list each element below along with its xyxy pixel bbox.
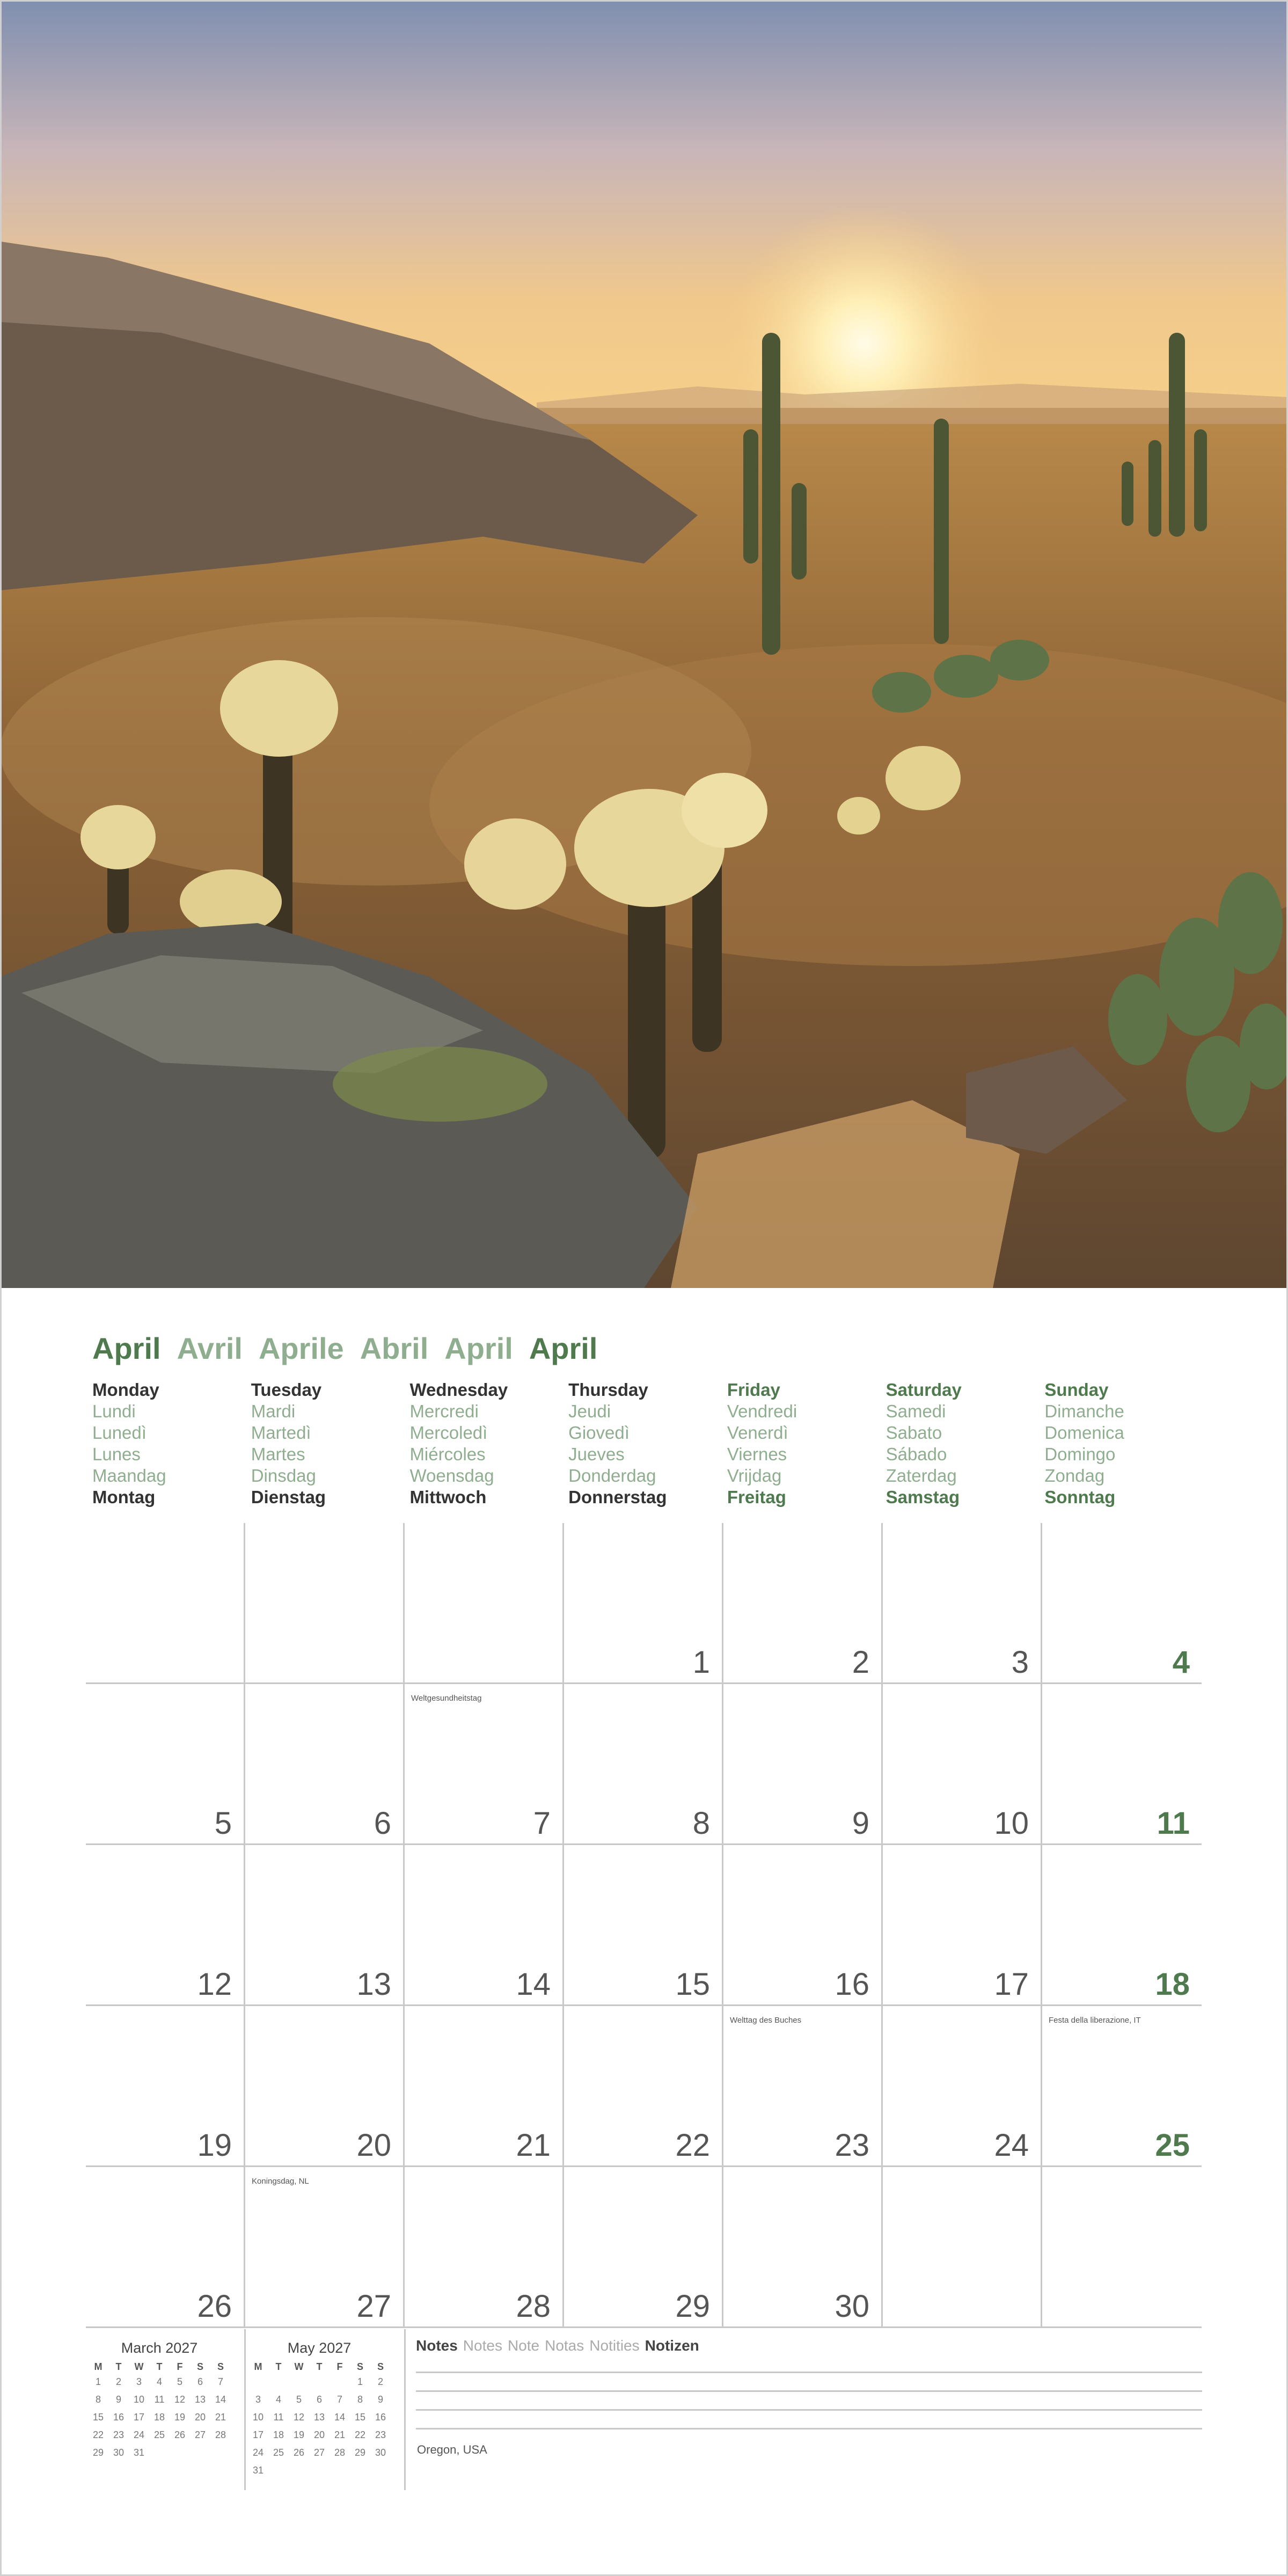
mini-calendar-weekday: S <box>377 2361 384 2372</box>
mini-calendar-day: 22 <box>92 2429 104 2440</box>
mini-calendar-day: 5 <box>177 2376 182 2387</box>
mini-calendar-day: 26 <box>293 2447 305 2458</box>
mini-calendar-day: 28 <box>215 2429 226 2440</box>
notes-line <box>416 2390 1202 2392</box>
notes-divider <box>404 2329 406 2490</box>
day-number: 30 <box>835 2289 869 2324</box>
holiday-label: Festa della liberazione, IT <box>1049 2016 1141 2025</box>
mini-calendar-day: 25 <box>153 2429 165 2440</box>
day-cell <box>883 1684 1042 1845</box>
weekday-column <box>92 1379 251 1508</box>
day-cell <box>86 2006 245 2167</box>
mini-calendar-day: 27 <box>194 2429 206 2440</box>
notes-area <box>416 2337 1202 2429</box>
mini-calendar-day <box>309 2373 330 2391</box>
weekday-name-es: Martes <box>251 1444 305 1464</box>
weekday-name-en: Sunday <box>1044 1380 1109 1400</box>
day-cell <box>1042 1684 1202 1845</box>
day-cell <box>883 2167 1042 2328</box>
mini-calendar-day: 9 <box>377 2394 383 2405</box>
day-number: 23 <box>835 2128 869 2163</box>
mini-calendar-day: 16 <box>113 2412 125 2423</box>
weekday-column <box>886 1379 1045 1508</box>
mini-calendar-day: 16 <box>375 2412 386 2423</box>
day-cell <box>883 1845 1042 2006</box>
mini-calendar-day: 3 <box>136 2376 142 2387</box>
notes-label-nl: Notities <box>589 2337 640 2354</box>
day-number: 26 <box>197 2289 232 2324</box>
day-number: 25 <box>1155 2128 1190 2163</box>
mini-calendar-day <box>190 2444 210 2462</box>
month-name-es: Abril <box>360 1331 429 1365</box>
notes-label-en: Notes <box>416 2337 458 2354</box>
mini-calendar-day: 4 <box>156 2376 162 2387</box>
day-number: 16 <box>835 1967 869 2002</box>
mini-calendar-day: 18 <box>153 2412 165 2423</box>
mini-calendar-day: 21 <box>334 2429 346 2440</box>
day-number: 20 <box>356 2128 391 2163</box>
mini-calendar-day: 23 <box>375 2429 386 2440</box>
mini-calendar-title: May 2027 <box>287 2340 352 2356</box>
weekday-name-es: Miércoles <box>409 1444 486 1464</box>
day-cell <box>245 1845 405 2006</box>
day-number: 21 <box>516 2128 551 2163</box>
mini-calendar-day: 21 <box>215 2412 226 2423</box>
mini-calendar-day: 27 <box>313 2447 325 2458</box>
day-cell <box>245 1684 405 1845</box>
day-cell <box>86 1684 245 1845</box>
mini-calendar-day: 15 <box>354 2412 366 2423</box>
mini-calendar-weekday: T <box>156 2361 163 2372</box>
mini-calendar-day <box>170 2444 190 2462</box>
weekday-name-de: Mittwoch <box>409 1487 487 1507</box>
weekday-name-it: Giovedì <box>568 1423 630 1443</box>
mini-calendar-table <box>248 2361 391 2479</box>
mini-calendar-day: 2 <box>115 2376 121 2387</box>
weekday-column <box>251 1379 410 1508</box>
weekday-name-nl: Woensdag <box>409 1466 494 1485</box>
weekday-name-de: Freitag <box>727 1487 786 1507</box>
weekday-name-it: Domenica <box>1044 1423 1124 1443</box>
day-cell <box>1042 1523 1202 1684</box>
day-number: 24 <box>994 2128 1029 2163</box>
day-cell <box>723 1523 883 1684</box>
mini-calendar-table <box>88 2361 231 2462</box>
mini-calendar-day <box>149 2444 170 2462</box>
day-number: 28 <box>516 2289 551 2324</box>
day-cell <box>1042 2006 1202 2167</box>
weekday-header <box>92 1379 1203 1508</box>
day-number: 15 <box>675 1967 710 2002</box>
calendar-grid <box>86 1523 1203 2328</box>
mini-calendar-day: 23 <box>113 2429 125 2440</box>
mini-calendar-weekday: T <box>275 2361 282 2372</box>
mini-calendar-day: 13 <box>194 2394 206 2405</box>
mini-calendar-day: 20 <box>313 2429 325 2440</box>
notes-label-de: Notizen <box>645 2337 699 2354</box>
mini-calendar-day: 1 <box>357 2376 363 2387</box>
photo-location: Oregon, USA <box>417 2443 487 2456</box>
notes-line <box>416 2409 1202 2411</box>
holiday-label: Weltgesundheitstag <box>411 1694 482 1703</box>
mini-calendar-day: 30 <box>113 2447 125 2458</box>
weekday-name-nl: Vrijdag <box>727 1466 782 1485</box>
mini-calendar-day: 24 <box>252 2447 264 2458</box>
mini-calendar-day: 1 <box>95 2376 101 2387</box>
day-number: 8 <box>692 1806 710 1841</box>
weekday-name-fr: Dimanche <box>1044 1401 1124 1421</box>
weekday-name-it: Lunedì <box>92 1423 147 1443</box>
weekday-column <box>568 1379 727 1508</box>
mini-calendar-day: 14 <box>334 2412 346 2423</box>
mini-calendar-weekday: S <box>217 2361 224 2372</box>
mini-calendar-day: 14 <box>215 2394 226 2405</box>
weekday-name-es: Domingo <box>1044 1444 1116 1464</box>
mini-calendar-divider <box>244 2329 246 2490</box>
mini-calendar-day: 28 <box>334 2447 346 2458</box>
holiday-label: Koningsdag, NL <box>252 2177 309 2186</box>
day-cell <box>245 1523 405 1684</box>
weekday-name-fr: Jeudi <box>568 1401 611 1421</box>
mini-calendar-day: 18 <box>273 2429 284 2440</box>
weekday-name-nl: Donderdag <box>568 1466 656 1485</box>
day-cell <box>86 1845 245 2006</box>
day-number: 10 <box>994 1806 1029 1841</box>
weekday-name-fr: Mardi <box>251 1401 296 1421</box>
month-title-row <box>92 1331 597 1374</box>
weekday-name-en: Wednesday <box>409 1380 508 1400</box>
notes-label-fr: Notes <box>463 2337 502 2354</box>
weekday-name-es: Viernes <box>727 1444 787 1464</box>
mini-calendar-weekday: F <box>336 2361 343 2372</box>
mini-calendar-day: 29 <box>92 2447 104 2458</box>
mini-calendar-day <box>268 2462 289 2479</box>
mini-calendar-next <box>248 2340 391 2479</box>
weekday-name-fr: Mercredi <box>409 1401 479 1421</box>
mini-calendar-day: 19 <box>174 2412 186 2423</box>
mini-calendar-weekday: M <box>254 2361 262 2372</box>
mini-calendar-day <box>350 2462 370 2479</box>
mini-calendar-day <box>289 2373 309 2391</box>
month-name-en: April <box>92 1331 161 1365</box>
day-cell <box>723 2167 883 2328</box>
mini-calendar-weekday: F <box>177 2361 183 2372</box>
mini-calendar-weekday: T <box>316 2361 323 2372</box>
holiday-label: Welttag des Buches <box>730 2016 802 2025</box>
notes-label-es: Notas <box>545 2337 584 2354</box>
weekday-column <box>1044 1379 1203 1508</box>
day-cell <box>564 1845 723 2006</box>
weekday-name-it: Mercoledì <box>409 1423 488 1443</box>
mini-calendar-day: 10 <box>133 2394 145 2405</box>
weekday-column <box>409 1379 568 1508</box>
mini-calendar-title: March 2027 <box>121 2340 198 2356</box>
mini-calendar-day: 20 <box>194 2412 206 2423</box>
mini-calendar-day <box>248 2373 268 2391</box>
weekday-name-nl: Maandag <box>92 1466 166 1485</box>
mini-calendar-day: 12 <box>293 2412 305 2423</box>
day-cell <box>1042 1845 1202 2006</box>
mini-calendar-day: 31 <box>252 2465 264 2476</box>
day-cell <box>245 2167 405 2328</box>
day-cell <box>405 2167 564 2328</box>
mini-calendar-weekday: W <box>134 2361 144 2372</box>
notes-label-it: Note <box>507 2337 540 2354</box>
mini-calendar-day <box>330 2373 350 2391</box>
day-number: 22 <box>675 2128 710 2163</box>
mini-calendar-day <box>309 2462 330 2479</box>
mini-calendar-day: 13 <box>313 2412 325 2423</box>
day-number: 27 <box>356 2289 391 2324</box>
day-cell <box>245 2006 405 2167</box>
day-cell <box>405 1684 564 1845</box>
day-cell <box>405 1845 564 2006</box>
day-number: 1 <box>692 1645 710 1680</box>
mini-calendar-day: 6 <box>197 2376 203 2387</box>
day-cell <box>564 2167 723 2328</box>
day-cell <box>723 2006 883 2167</box>
mini-calendar-day: 2 <box>377 2376 383 2387</box>
day-cell <box>564 1684 723 1845</box>
day-cell <box>564 2006 723 2167</box>
mini-calendar-day: 26 <box>174 2429 186 2440</box>
mini-calendar-day: 7 <box>217 2376 223 2387</box>
mini-calendar-day: 24 <box>133 2429 145 2440</box>
mini-calendar-day: 25 <box>273 2447 284 2458</box>
mini-calendar-weekday: W <box>294 2361 304 2372</box>
mini-calendar-day: 29 <box>354 2447 366 2458</box>
weekday-name-it: Venerdì <box>727 1423 788 1443</box>
weekday-name-es: Lunes <box>92 1444 141 1464</box>
mini-calendar-day <box>289 2462 309 2479</box>
weekday-name-nl: Zaterdag <box>885 1466 957 1485</box>
weekday-name-de: Dienstag <box>251 1487 326 1507</box>
mini-calendar-day: 17 <box>133 2412 145 2423</box>
day-number: 17 <box>994 1967 1029 2002</box>
notes-line <box>416 2428 1202 2429</box>
notes-line <box>416 2372 1202 2373</box>
weekday-name-es: Sábado <box>885 1444 947 1464</box>
mini-calendar-day: 11 <box>154 2394 165 2405</box>
mini-calendar-day: 5 <box>296 2394 302 2405</box>
mini-calendar-day: 9 <box>115 2394 121 2405</box>
day-number: 9 <box>852 1806 869 1841</box>
weekday-name-fr: Vendredi <box>727 1401 797 1421</box>
mini-calendar-day: 3 <box>255 2394 261 2405</box>
day-number: 18 <box>1155 1967 1190 2002</box>
day-number: 13 <box>356 1967 391 2002</box>
weekday-column <box>727 1379 886 1508</box>
weekday-name-en: Tuesday <box>251 1380 322 1400</box>
day-number: 6 <box>374 1806 391 1841</box>
mini-calendar-day: 4 <box>275 2394 281 2405</box>
day-number: 4 <box>1172 1645 1190 1680</box>
day-number: 29 <box>675 2289 710 2324</box>
notes-labels <box>416 2337 1202 2354</box>
weekday-name-nl: Dinsdag <box>251 1466 316 1485</box>
weekday-name-de: Donnerstag <box>568 1487 667 1507</box>
weekday-name-en: Monday <box>92 1380 159 1400</box>
weekday-name-it: Sabato <box>885 1423 942 1443</box>
day-number: 3 <box>1011 1645 1029 1680</box>
mini-calendar-day: 6 <box>316 2394 322 2405</box>
day-number: 5 <box>214 1806 232 1841</box>
mini-calendar-day <box>370 2462 391 2479</box>
month-name-it: Aprile <box>258 1331 344 1365</box>
weekday-name-en: Friday <box>727 1380 780 1400</box>
mini-calendar-day <box>330 2462 350 2479</box>
day-cell <box>883 1523 1042 1684</box>
month-name-de: April <box>529 1331 598 1365</box>
day-number: 19 <box>197 2128 232 2163</box>
weekday-name-en: Saturday <box>885 1380 962 1400</box>
mini-calendar-day: 8 <box>95 2394 101 2405</box>
day-cell <box>564 1523 723 1684</box>
mini-calendar-previous <box>88 2340 231 2462</box>
day-cell <box>723 1845 883 2006</box>
weekday-name-en: Thursday <box>568 1380 648 1400</box>
day-cell <box>723 1684 883 1845</box>
day-number: 2 <box>852 1645 869 1680</box>
mini-calendar-day: 19 <box>293 2429 305 2440</box>
mini-calendar-weekday: T <box>115 2361 122 2372</box>
day-number: 11 <box>1157 1806 1190 1841</box>
weekday-name-fr: Lundi <box>92 1401 136 1421</box>
day-cell <box>1042 2167 1202 2328</box>
weekday-name-nl: Zondag <box>1044 1466 1105 1485</box>
mini-calendar-day: 11 <box>273 2412 284 2423</box>
day-cell <box>405 1523 564 1684</box>
mini-calendar-day: 31 <box>133 2447 145 2458</box>
mini-calendar-day: 10 <box>252 2412 264 2423</box>
mini-calendar-day: 15 <box>92 2412 104 2423</box>
mini-calendar-day: 8 <box>357 2394 363 2405</box>
day-cell <box>883 2006 1042 2167</box>
mini-calendar-day: 22 <box>354 2429 366 2440</box>
mini-calendar-weekday: M <box>94 2361 103 2372</box>
weekday-name-de: Samstag <box>885 1487 960 1507</box>
weekday-name-de: Sonntag <box>1044 1487 1116 1507</box>
mini-calendar-day: 30 <box>375 2447 386 2458</box>
mini-calendar-day <box>268 2373 289 2391</box>
day-cell <box>86 2167 245 2328</box>
month-name-fr: Avril <box>177 1331 243 1365</box>
day-number: 14 <box>516 1967 551 2002</box>
mini-calendar-day: 7 <box>336 2394 342 2405</box>
weekday-name-it: Martedì <box>251 1423 311 1443</box>
mini-calendar-day: 12 <box>174 2394 186 2405</box>
weekday-name-fr: Samedi <box>885 1401 946 1421</box>
day-number: 12 <box>197 1967 232 2002</box>
day-number: 7 <box>533 1806 551 1841</box>
month-name-nl: April <box>444 1331 513 1365</box>
mini-calendar-day: 17 <box>252 2429 264 2440</box>
day-cell <box>405 2006 564 2167</box>
weekday-name-es: Jueves <box>568 1444 625 1464</box>
mini-calendar-weekday: S <box>196 2361 203 2372</box>
weekday-name-de: Montag <box>92 1487 156 1507</box>
mini-calendar-weekday: S <box>356 2361 363 2372</box>
mini-calendar-day <box>210 2444 231 2462</box>
day-cell <box>86 1523 245 1684</box>
